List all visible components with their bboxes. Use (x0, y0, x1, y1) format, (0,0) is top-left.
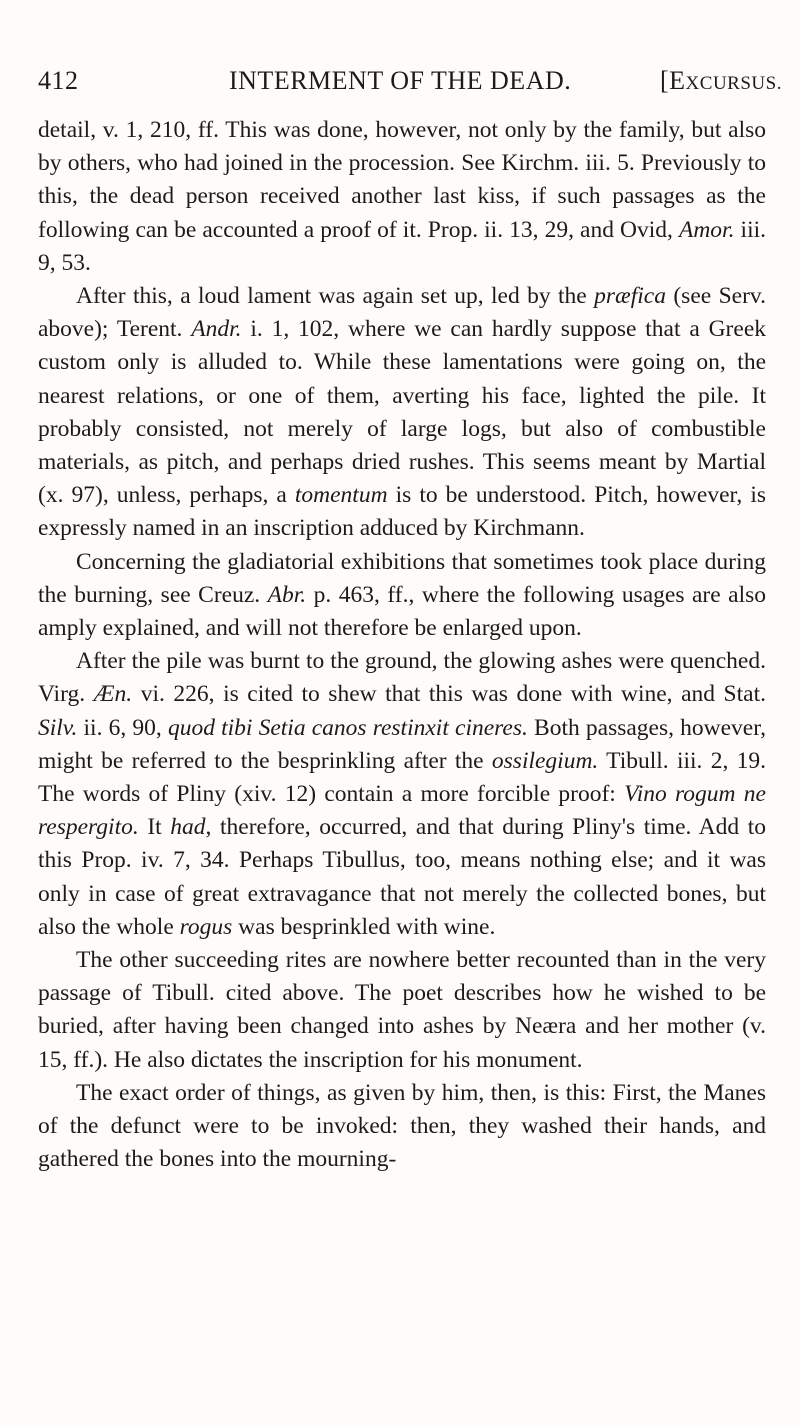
section-label-rest: XCURSUS. (685, 73, 782, 94)
paragraph (38, 645, 766, 944)
paragraph (38, 280, 766, 546)
section-label (660, 66, 782, 96)
paragraph (38, 1077, 766, 1177)
paragraph (38, 546, 766, 646)
italic-text: præfica (594, 283, 666, 310)
text-run: Tibull. iii. 2, 19. The words of Pliny (xiv. 12) contain a more forcible proof: (38, 747, 766, 808)
text-run: ii. 6, 90, (77, 714, 168, 741)
italic-text: Vino rogum ne respergito. (38, 781, 766, 841)
text-run: It (138, 814, 171, 841)
section-label-open: [E (660, 66, 686, 95)
text-run: After the pile was burnt to the ground, the glowing ashes were quenched. Virg. (38, 648, 766, 708)
text-run: (see Serv. above); Terent. (38, 283, 766, 343)
text-run: iii. 9, 53. (38, 216, 766, 276)
text-run: After this, a loud lament was again set up, led by the (76, 283, 595, 310)
italic-text: Silv. (38, 714, 78, 741)
body-text (38, 114, 766, 1177)
italic-text: quod tibi Setia canos restinxit cineres. (167, 714, 528, 741)
italic-text: tomentum (294, 482, 388, 509)
text-run: The other succeeding rites are nowhere better recounted than in the very passage of Tibull. cited above. The poet describes how he wished to be buried, after having been changed into ashes by Neæra and her mother (v. 15, ff.). He also dictates the inscription for his monument. (38, 947, 766, 1073)
running-header (38, 66, 790, 100)
italic-text: Abr. (267, 581, 307, 608)
text-run: Concerning the gladiatorial exhibitions that sometimes took place during the burning, see Creuz. (38, 548, 766, 608)
italic-text: Amor. (678, 216, 735, 243)
text-run: Both passages, however, might be referred to the besprinkling after the (38, 714, 766, 774)
italic-text: rogus (179, 913, 233, 940)
text-run: , therefore, occurred, and that during Pliny's time. Add to this Prop. iv. 7, 34. Perhaps Tibullus, too, means nothing else; and it was only in case of great extravagance that not merely the collected bones, but also the whole (38, 814, 767, 940)
italic-text: Æn. (93, 681, 133, 708)
text-run: i. 1, 102, where we can hardly suppose that a Greek custom only is alluded to. While these lamentations were going on, the nearest relations, or one of them, averting his face, lighted the pile. It probably consisted, not merely of large logs, but also of combustible materials, as pitch, and perhaps dried rushes. This seems meant by Martial (x. 97), unless, perhaps, a (38, 316, 766, 509)
text-run: is to be understood. Pitch, however, is expressly named in an inscription adduced by Kirchmann. (38, 482, 766, 542)
italic-text: had (170, 814, 206, 841)
text-run: vi. 226, is cited to shew that this was done with wine, and Stat. (132, 681, 766, 708)
running-title: INTERMENT OF THE DEAD. (229, 66, 572, 95)
paragraph (38, 114, 766, 280)
paragraph (38, 944, 766, 1077)
page-number: 412 (38, 66, 79, 95)
text-run: detail, v. 1, 210, ff. This was done, however, not only by the family, but also by others, who had joined in the procession. See Kirchm. iii. 5. Previously to this, the dead person received another last kiss, if such passages as the following can be accounted a proof of it. Prop. ii. 13, 29, and Ovid, (38, 117, 766, 243)
text-run: p. 463, ff., where the following usages are also amply explained, and will not therefore be enlarged upon. (38, 581, 766, 642)
italic-text: Andr. (191, 316, 242, 343)
text-run: was besprinkled with wine. (232, 913, 496, 940)
italic-text: ossilegium. (491, 747, 599, 774)
text-run: The exact order of things, as given by him, then, is this: First, the Manes of the defunct were to be invoked: then, they washed their hands, and gathered the bones into the mourning- (38, 1079, 766, 1173)
